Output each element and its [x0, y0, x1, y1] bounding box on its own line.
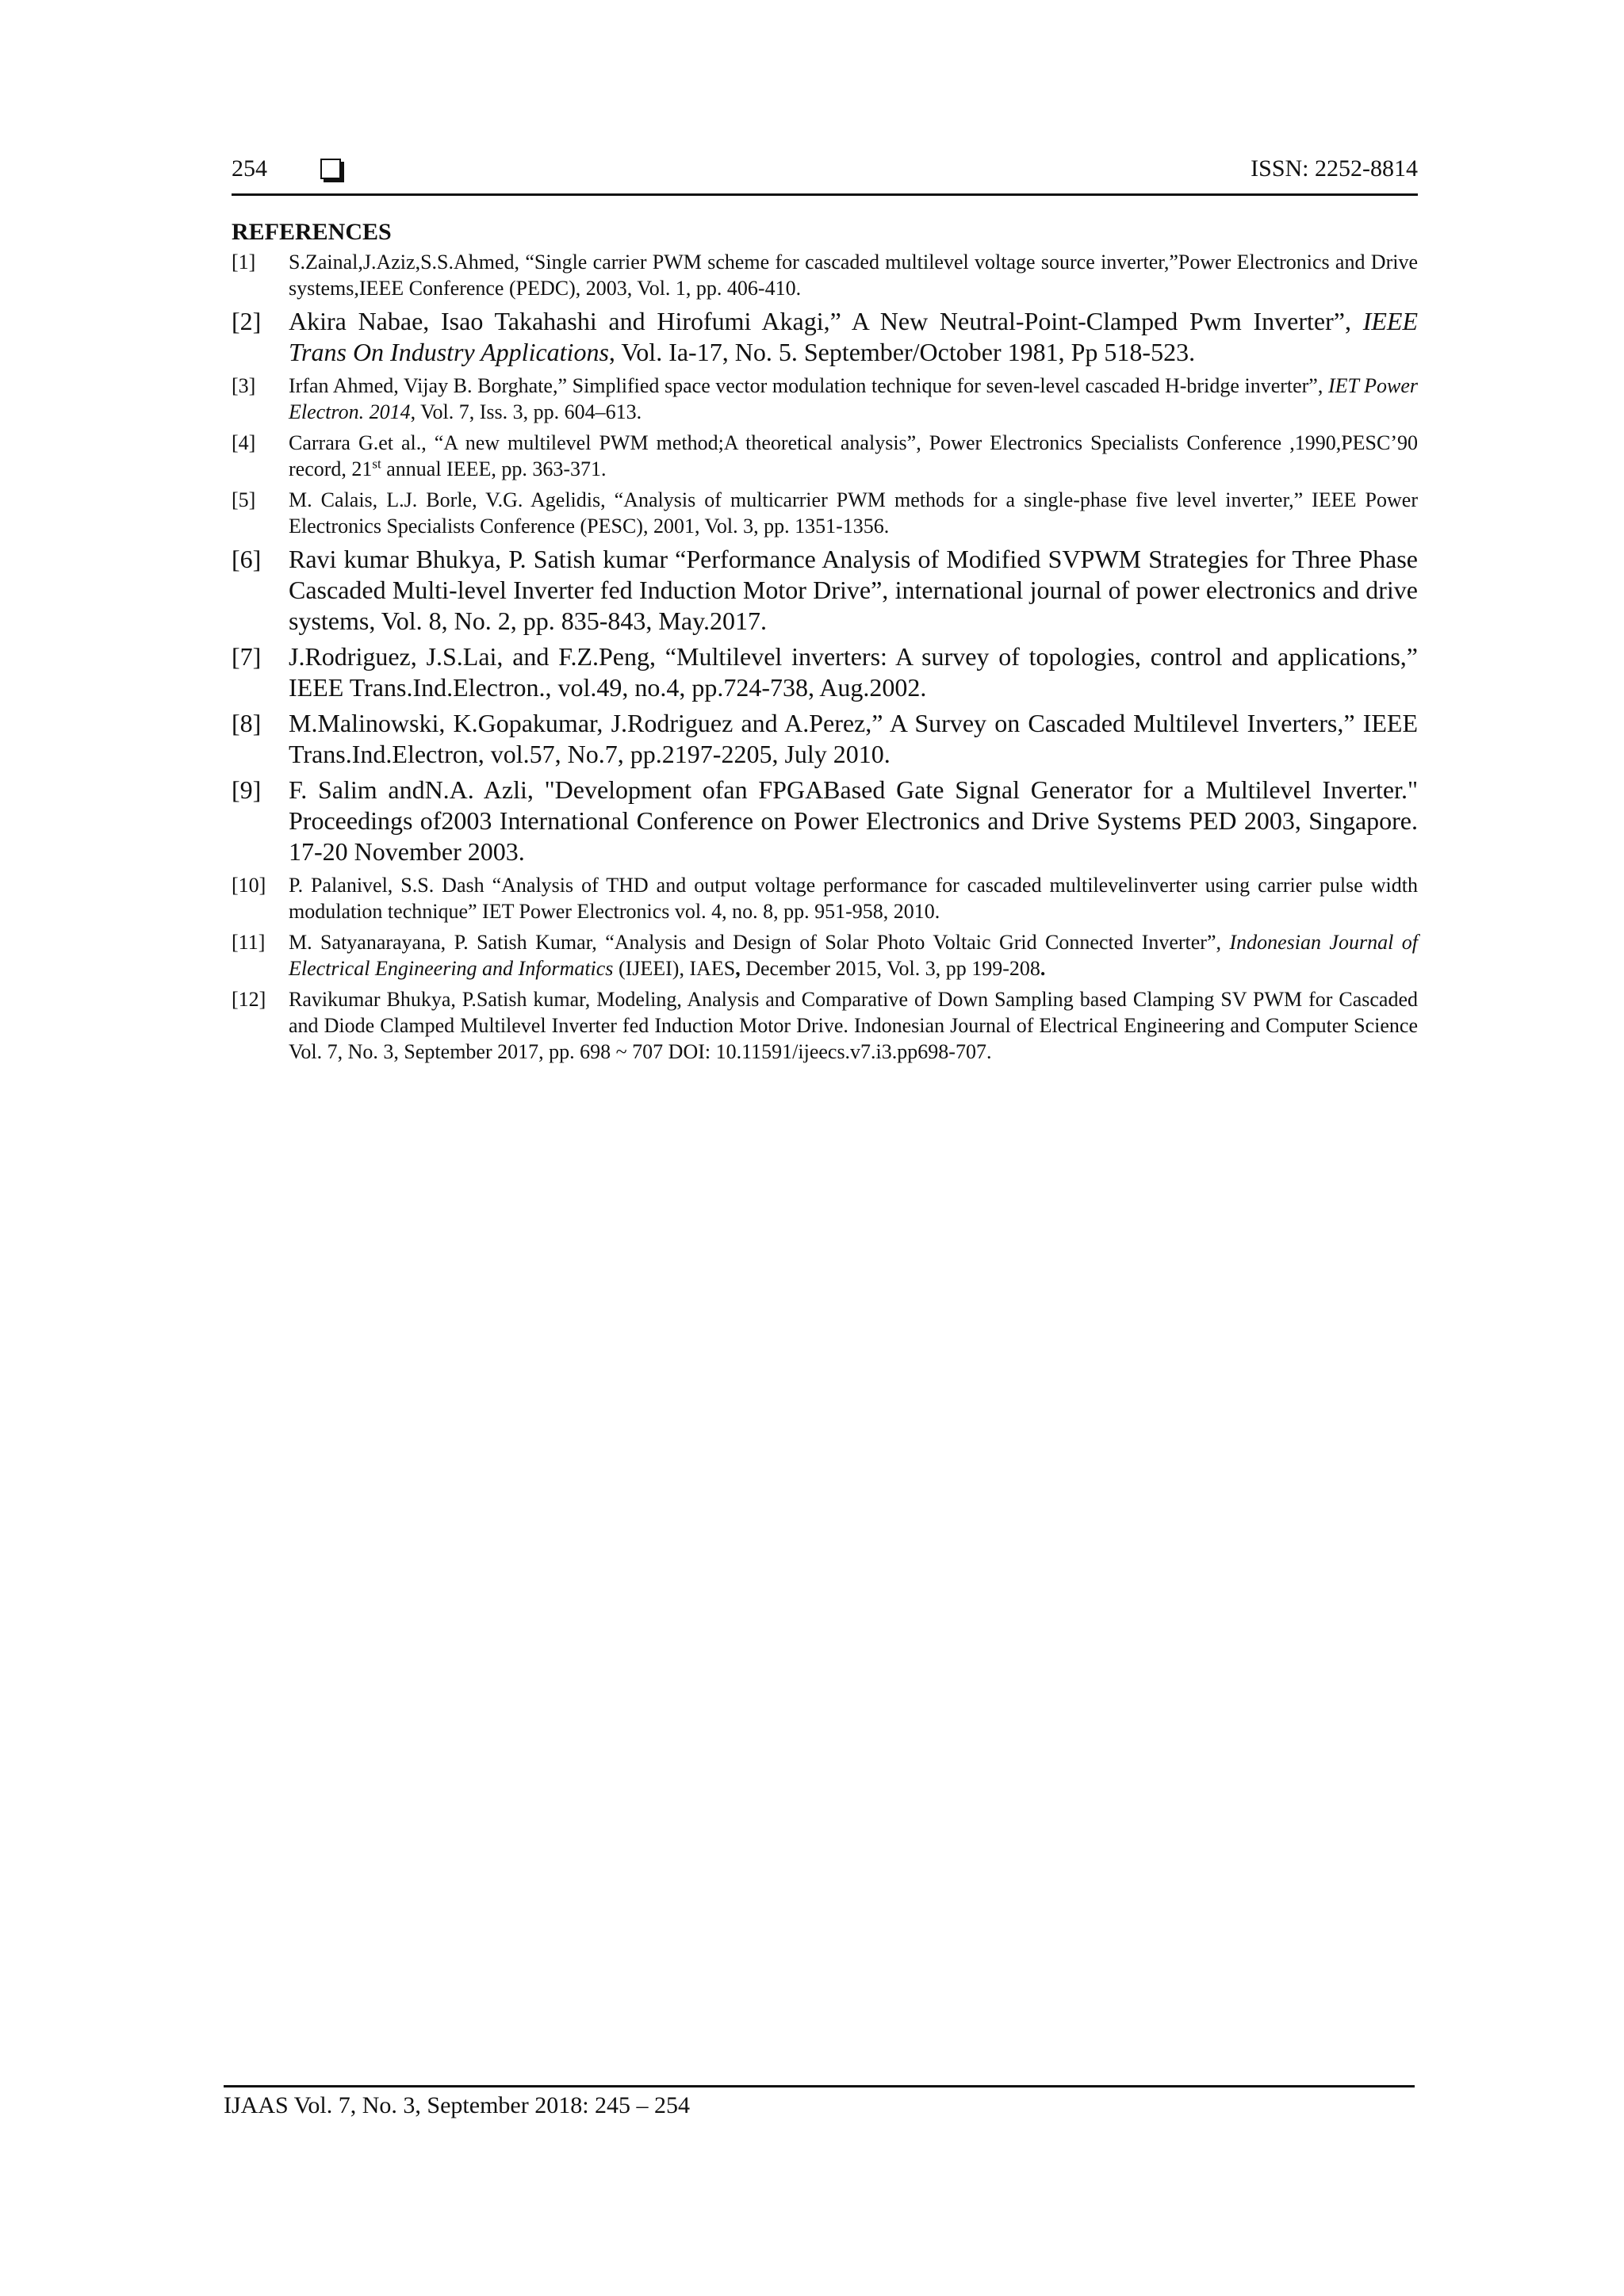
reference-number: [2]: [232, 307, 262, 335]
reference-item-6: [232, 544, 1418, 637]
reference-number: [9]: [232, 775, 262, 804]
reference-number: [5]: [232, 488, 256, 511]
reference-item-3: [232, 373, 1418, 425]
reference-text-part: Carrara G.et al., “A new multilevel PWM method;A theoretical analysis”, Power Electronics Specialists Conference ,1990,PESC’90 record, 21: [289, 431, 1418, 480]
bold-punctuation: ,: [735, 957, 741, 980]
ordinal-superscript: st: [372, 456, 381, 472]
reference-number: [8]: [232, 709, 262, 737]
reference-text: Ravikumar Bhukya, P.Satish kumar, Modeling, Analysis and Comparative of Down Sampling based Clamping SV PWM for Cascaded and Diode Clamped Multilevel Inverter fed Induction Motor Drive. Indonesian Journal of Electrical Engineering and Computer Science Vol. 7, No. 3, September 2017, pp. 698 ~ 707 DOI: 10.11591/ijeecs.v7.i3.pp698-707.: [289, 988, 1418, 1063]
reference-list: [232, 249, 1418, 1070]
reference-number: [11]: [232, 931, 266, 954]
reference-text: P. Palanivel, S.S. Dash “Analysis of THD and output voltage performance for cascaded multilevelinverter using carrier pulse width modulation technique” IET Power Electronics vol. 4, no. 8, pp. 951-958, 2010.: [289, 874, 1418, 923]
reference-text: [289, 306, 1418, 368]
reference-item-1: [232, 249, 1418, 301]
footer-citation: IJAAS Vol. 7, No. 3, September 2018: 245 – 254: [224, 2092, 691, 2118]
reference-item-2: [232, 306, 1418, 368]
reference-text: Ravi kumar Bhukya, P. Satish kumar “Performance Analysis of Modified SVPWM Strategies for Three Phase Cascaded Multi-level Inverter fed Induction Motor Drive”, international journal of power electronics and drive systems, Vol. 8, No. 2, pp. 835-843, May.2017.: [289, 545, 1418, 635]
reference-text-part: Akira Nabae, Isao Takahashi and Hirofumi Akagi,” A New Neutral-Point-Clamped Pwm Inverter”,: [289, 307, 1363, 335]
reference-text: [289, 430, 1418, 482]
reference-item-8: [232, 708, 1418, 770]
reference-text-part: annual IEEE, pp. 363-371.: [381, 457, 607, 480]
reference-text: [289, 373, 1418, 425]
journal-title: IET Power Electron. 2014: [289, 374, 1418, 423]
reference-text-part: December 2015, Vol. 3, pp 199-208: [740, 957, 1040, 980]
reference-text: M. Calais, L.J. Borle, V.G. Agelidis, “Analysis of multicarrier PWM methods for a single-phase five level inverter,” IEEE Power Electronics Specialists Conference (PESC), 2001, Vol. 3, pp. 1351-1356.: [289, 488, 1418, 538]
page-header: [232, 152, 1418, 196]
page-footer: [224, 2085, 1415, 2119]
reference-text-part: M. Satyanarayana, P. Satish Kumar, “Analysis and Design of Solar Photo Voltaic Grid Connected Inverter”,: [289, 931, 1230, 954]
reference-item-4: [232, 430, 1418, 482]
reference-item-5: [232, 487, 1418, 539]
reference-text: J.Rodriguez, J.S.Lai, and F.Z.Peng, “Multilevel inverters: A survey of topologies, control and applications,” IEEE Trans.Ind.Electron., vol.49, no.4, pp.724-738, Aug.2002.: [289, 642, 1418, 702]
reference-item-7: [232, 641, 1418, 703]
reference-number: [1]: [232, 251, 256, 274]
reference-number: [6]: [232, 545, 262, 573]
reference-text: S.Zainal,J.Aziz,S.S.Ahmed, “Single carrier PWM scheme for cascaded multilevel voltage source inverter,”Power Electronics and Drive systems,IEEE Conference (PEDC), 2003, Vol. 1, pp. 406-410.: [289, 251, 1418, 300]
reference-number: [3]: [232, 374, 256, 397]
reference-text: M.Malinowski, K.Gopakumar, J.Rodriguez and A.Perez,” A Survey on Cascaded Multilevel Inverters,” IEEE Trans.Ind.Electron, vol.57, No.7, pp.2197-2205, July 2010.: [289, 709, 1418, 768]
reference-number: [10]: [232, 874, 266, 897]
reference-text: F. Salim andN.A. Azli, "Development ofan FPGABased Gate Signal Generator for a Multilevel Inverter." Proceedings of2003 International Conference on Power Electronics and Drive Systems PED 2003, Singapore. 17-20 November 2003.: [289, 775, 1418, 866]
reference-text-part: (IJEEI), IAES: [613, 957, 736, 980]
reference-text-part: , Vol. 7, Iss. 3, pp. 604–613.: [410, 400, 642, 423]
issn-label: ISSN: 2252-8814: [1251, 155, 1418, 182]
reference-number: [7]: [232, 642, 262, 671]
reference-item-9: [232, 775, 1418, 867]
reference-item-10: [232, 872, 1418, 924]
reference-text-part: , Vol. Ia-17, No. 5. September/October 1981, Pp 518-523.: [608, 338, 1196, 366]
square-bullet-icon: [320, 159, 341, 179]
reference-text-part: Irfan Ahmed, Vijay B. Borghate,” Simplified space vector modulation technique for seven-level cascaded H-bridge inverter”,: [289, 374, 1328, 397]
reference-number: [12]: [232, 988, 266, 1011]
reference-item-11: [232, 929, 1418, 982]
references-heading: REFERENCES: [232, 219, 392, 245]
journal-title: Indonesian Journal of Electrical Engineering and Informatics: [289, 931, 1418, 980]
reference-number: [4]: [232, 431, 256, 454]
journal-title: IEEE Trans On Industry Applications: [289, 307, 1418, 366]
page-number: 254: [232, 155, 267, 182]
reference-item-12: [232, 986, 1418, 1065]
bold-punctuation: .: [1040, 957, 1046, 980]
reference-text: [289, 929, 1418, 982]
